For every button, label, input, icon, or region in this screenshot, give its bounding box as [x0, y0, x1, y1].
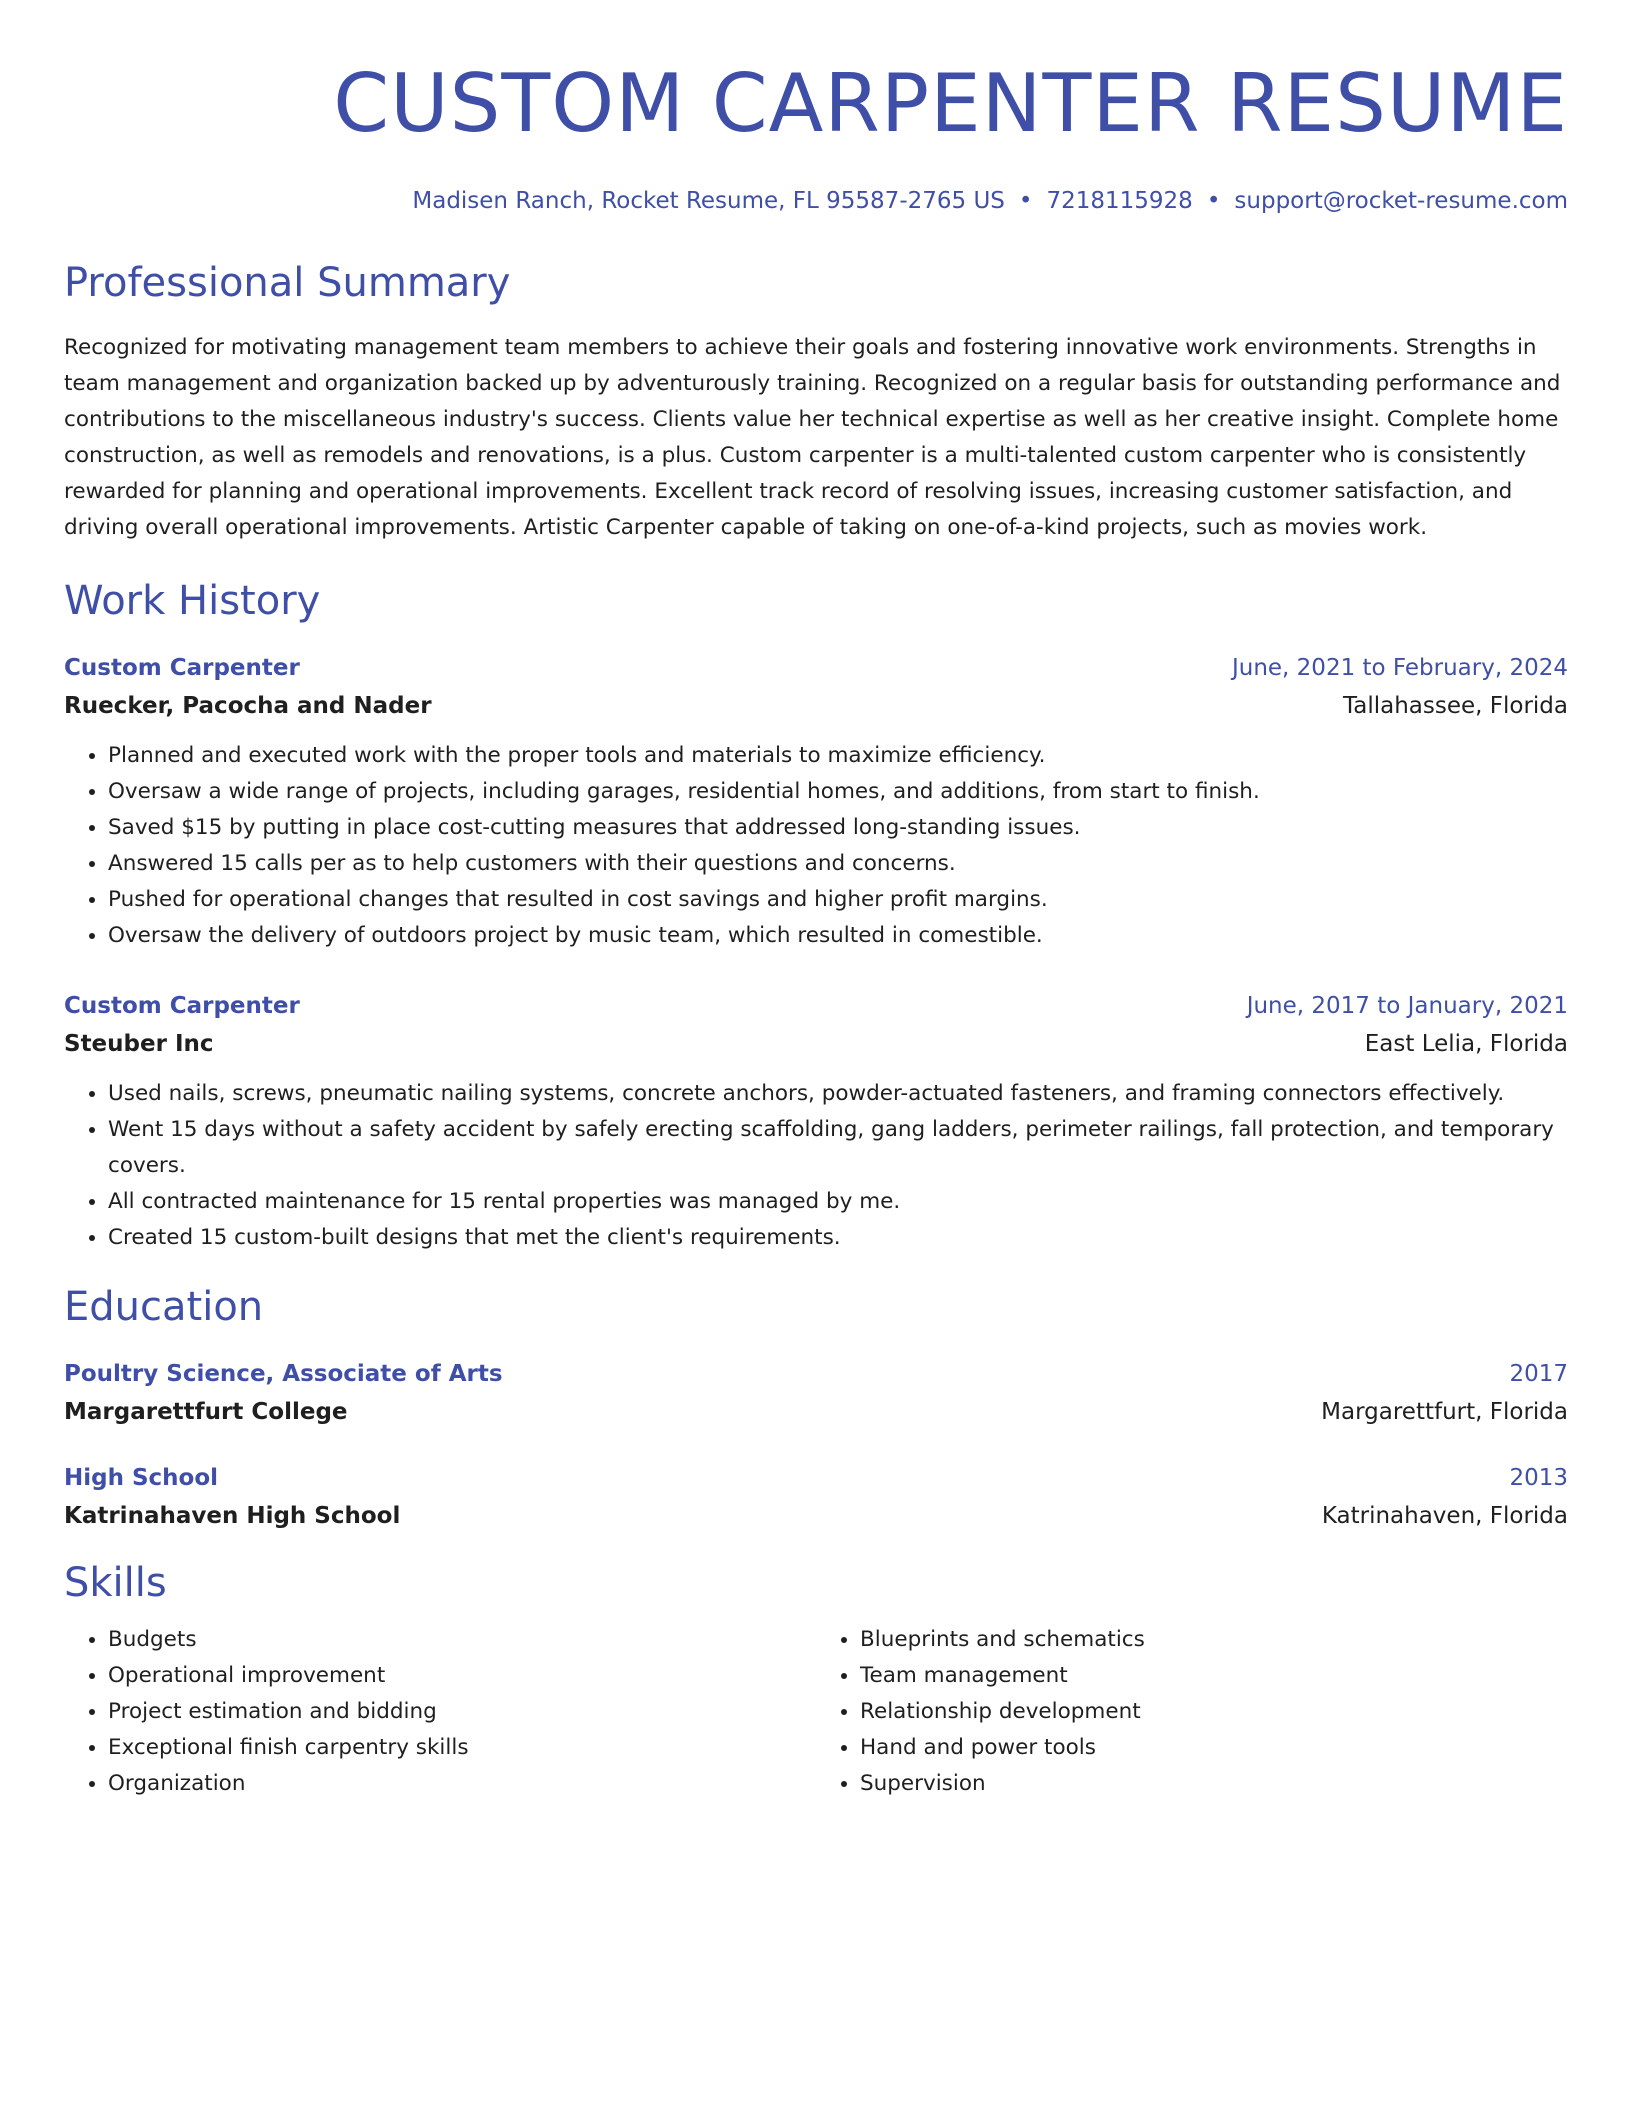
section-heading-work-history: Work History: [64, 578, 321, 624]
education-entry: [64, 1460, 1568, 1536]
skills-column-right: [816, 1622, 1568, 1802]
job-entry: [64, 650, 1568, 954]
job-bullet: • Created 15 custom-built designs that met the client's requirements.: [108, 1220, 1568, 1256]
skill-item: • Operational improvement: [108, 1658, 816, 1694]
job-role: Custom Carpenter: [64, 993, 300, 1019]
job-entry: [64, 988, 1568, 1256]
job-bullet: • All contracted maintenance for 15 rental properties was managed by me.: [108, 1184, 1568, 1220]
education-header-row: [64, 1460, 1568, 1496]
job-role: Custom Carpenter: [64, 655, 300, 681]
section-heading-summary: Professional Summary: [64, 260, 511, 306]
job-bullet: • Went 15 days without a safety accident by safely erecting scaffolding, gang ladders, perimeter railings, fall protection, and temporary covers.: [108, 1112, 1568, 1184]
skill-item: • Hand and power tools: [860, 1730, 1568, 1766]
skill-item: • Organization: [108, 1766, 816, 1802]
education-location: Katrinahaven, Florida: [1321, 1503, 1568, 1529]
skill-item: • Exceptional finish carpentry skills: [108, 1730, 816, 1766]
job-bullet: • Pushed for operational changes that resulted in cost savings and higher profit margins.: [108, 882, 1568, 918]
education-section: [64, 1282, 1568, 1536]
contact-email[interactable]: support@rocket-resume.com: [1234, 188, 1568, 214]
education-year: 2017: [1509, 1361, 1568, 1387]
job-bullets: [64, 738, 1568, 954]
education-location: Margarettfurt, Florida: [1321, 1399, 1568, 1425]
education-degree: Poultry Science, Associate of Arts: [64, 1361, 503, 1387]
job-company-row: [64, 1024, 1568, 1064]
job-bullet: • Oversaw a wide range of projects, including garages, residential homes, and additions, from start to finish.: [108, 774, 1568, 810]
job-bullet: • Used nails, screws, pneumatic nailing systems, concrete anchors, powder-actuated fasteners, and framing connectors effectively.: [108, 1076, 1568, 1112]
job-company: Ruecker, Pacocha and Nader: [64, 693, 432, 719]
job-company-row: [64, 686, 1568, 726]
job-bullet: • Planned and executed work with the proper tools and materials to maximize efficiency.: [108, 738, 1568, 774]
resume-title: CUSTOM CARPENTER RESUME: [333, 57, 1568, 150]
education-year: 2013: [1509, 1465, 1568, 1491]
summary-section: [64, 258, 1568, 546]
contact-phone: 7218115928: [1046, 188, 1193, 214]
job-bullet: • Saved $15 by putting in place cost-cutting measures that addressed long-standing issues.: [108, 810, 1568, 846]
skill-item: • Relationship development: [860, 1694, 1568, 1730]
resume-header: [64, 56, 1568, 216]
contact-line: [64, 186, 1568, 216]
education-degree: High School: [64, 1465, 219, 1491]
education-school: Margarettfurt College: [64, 1399, 348, 1425]
work-history-section: [64, 576, 1568, 1256]
job-company: Steuber Inc: [64, 1031, 214, 1057]
education-school-row: [64, 1496, 1568, 1536]
job-bullet: • Answered 15 calls per as to help customers with their questions and concerns.: [108, 846, 1568, 882]
skill-item: • Team management: [860, 1658, 1568, 1694]
education-entry: [64, 1356, 1568, 1432]
education-school: Katrinahaven High School: [64, 1503, 401, 1529]
job-bullets: [64, 1076, 1568, 1256]
skills-column-left: [64, 1622, 816, 1802]
education-school-row: [64, 1392, 1568, 1432]
summary-text: Recognized for motivating management team members to achieve their goals and fostering innovative work environments. Strengths in team management and organization backed up by adventurously training. Recognized on a regular basis for outstanding performance and contributions to the miscellaneous industry's success. Clients value her technical expertise as well as her creative insight. Complete home construction, as well as remodels and renovations, is a plus. Custom carpenter is a multi-talented custom carpenter who is consistently rewarded for planning and operational improvements. Excellent track record of resolving issues, increasing customer satisfaction, and driving overall operational improvements. Artistic Carpenter capable of taking on one-of-a-kind projects, such as movies work.: [64, 335, 1561, 540]
skill-item: • Project estimation and bidding: [108, 1694, 816, 1730]
section-heading-skills: Skills: [64, 1560, 167, 1606]
job-header-row: [64, 650, 1568, 686]
job-bullet: • Oversaw the delivery of outdoors project by music team, which resulted in comestible.: [108, 918, 1568, 954]
contact-separator: •: [1206, 188, 1221, 214]
skill-item: • Budgets: [108, 1622, 816, 1658]
skill-item: • Supervision: [860, 1766, 1568, 1802]
skills-columns: [64, 1622, 1568, 1802]
skill-item: • Blueprints and schematics: [860, 1622, 1568, 1658]
job-location: East Lelia, Florida: [1364, 1031, 1568, 1057]
contact-separator: •: [1018, 188, 1033, 214]
education-header-row: [64, 1356, 1568, 1392]
job-dates: June, 2017 to January, 2021: [1246, 993, 1568, 1019]
job-header-row: [64, 988, 1568, 1024]
job-location: Tallahassee, Florida: [1342, 693, 1568, 719]
job-dates: June, 2021 to February, 2024: [1231, 655, 1568, 681]
section-heading-education: Education: [64, 1284, 264, 1330]
skills-section: [64, 1558, 1568, 1802]
contact-address: Madisen Ranch, Rocket Resume, FL 95587-2765 US: [412, 188, 1005, 214]
